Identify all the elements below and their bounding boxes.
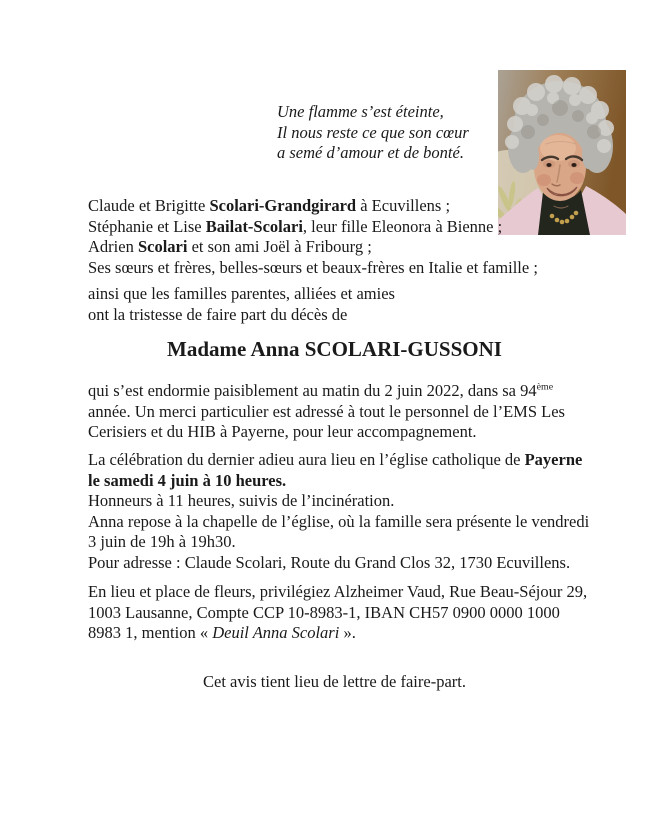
- text-line: [88, 217, 538, 238]
- text-segment: En lieu et place de fleurs, privilégiez Alzheimer Vaud, Rue Beau-Séjour 29,: [88, 582, 588, 601]
- death-details: [88, 381, 565, 443]
- donation-details: [88, 582, 587, 644]
- text-line: [88, 491, 589, 512]
- text-segment: année. Un merci particulier est adressé à tout le personnel de l’EMS Les: [88, 401, 565, 421]
- text-line: [88, 512, 589, 533]
- text-line: [88, 603, 587, 624]
- announcement-intro: [88, 284, 395, 325]
- text-line: [88, 582, 587, 603]
- text-segment: ème: [536, 381, 554, 393]
- text-line: [88, 381, 565, 402]
- text-segment: Honneurs à 11 heures, suivis de l’incinération.: [88, 491, 395, 511]
- text-segment: le samedi 4 juin à 10 heures.: [88, 470, 287, 490]
- text-segment: ont la tristesse de faire part du décès de: [88, 304, 348, 324]
- deceased-name-title: Madame Anna SCOLARI-GUSSONI: [167, 337, 502, 361]
- closing-note: Cet avis tient lieu de lettre de faire-part.: [203, 672, 466, 691]
- text-line: [88, 196, 538, 217]
- text-segment: Bailat-Scolari: [205, 216, 303, 236]
- text-line: [88, 258, 538, 279]
- memorial-quote: [277, 102, 469, 164]
- text-line: [88, 553, 589, 574]
- text-segment: a semé d’amour et de bonté.: [277, 143, 464, 163]
- text-segment: Une flamme s’est éteinte,: [277, 102, 444, 121]
- text-segment: Deuil Anna Scolari: [212, 623, 340, 643]
- text-line: [88, 450, 589, 471]
- text-line: [88, 532, 589, 553]
- text-line: [88, 284, 395, 305]
- text-segment: Ses sœurs et frères, belles-sœurs et beaux-frères en Italie et famille ;: [88, 257, 538, 277]
- text-line: [88, 305, 395, 326]
- text-segment: qui s’est endormie paisiblement au matin du 2 juin 2022, dans sa 94: [88, 381, 537, 400]
- ceremony-details: [88, 450, 589, 574]
- text-segment: , leur fille Eleonora à Bienne ;: [302, 216, 503, 236]
- text-segment: Claude et Brigitte: [88, 196, 210, 215]
- family-list: [88, 196, 538, 278]
- text-line: [277, 123, 469, 144]
- text-line: [88, 402, 565, 423]
- text-segment: 3 juin de 19h à 19h30.: [88, 532, 236, 552]
- text-segment: 1003 Lausanne, Compte CCP 10-8983-1, IBAN CH57 0900 0000 1000: [88, 602, 560, 622]
- text-segment: Cerisiers et du HIB à Payerne, pour leur accompagnement.: [88, 422, 477, 442]
- text-line: [88, 237, 538, 258]
- text-segment: Pour adresse : Claude Scolari, Route du Grand Clos 32, 1730 Ecuvillens.: [88, 552, 571, 572]
- text-segment: et son ami Joël à Fribourg ;: [187, 237, 372, 257]
- text-line: [88, 422, 565, 443]
- text-segment: Scolari: [137, 237, 188, 257]
- text-segment: ainsi que les familles parentes, alliées et amies: [88, 284, 395, 303]
- text-segment: Scolari-Grandgirard: [209, 196, 357, 215]
- text-segment: ».: [339, 623, 356, 643]
- text-segment: 8983 1, mention «: [88, 623, 213, 643]
- text-segment: Adrien: [88, 237, 138, 257]
- text-segment: à Ecuvillens ;: [356, 196, 451, 215]
- text-line: [88, 623, 587, 644]
- text-segment: Payerne: [524, 450, 583, 469]
- text-segment: Anna repose à la chapelle de l’église, où la famille sera présente le vendredi: [88, 511, 590, 531]
- text-segment: Il nous reste ce que son cœur: [277, 122, 469, 142]
- text-line: [277, 102, 469, 123]
- text-segment: Stéphanie et Lise: [88, 216, 206, 236]
- text-segment: La célébration du dernier adieu aura lieu en l’église catholique de: [88, 450, 525, 469]
- text-line: [88, 471, 589, 492]
- text-line: [277, 143, 469, 164]
